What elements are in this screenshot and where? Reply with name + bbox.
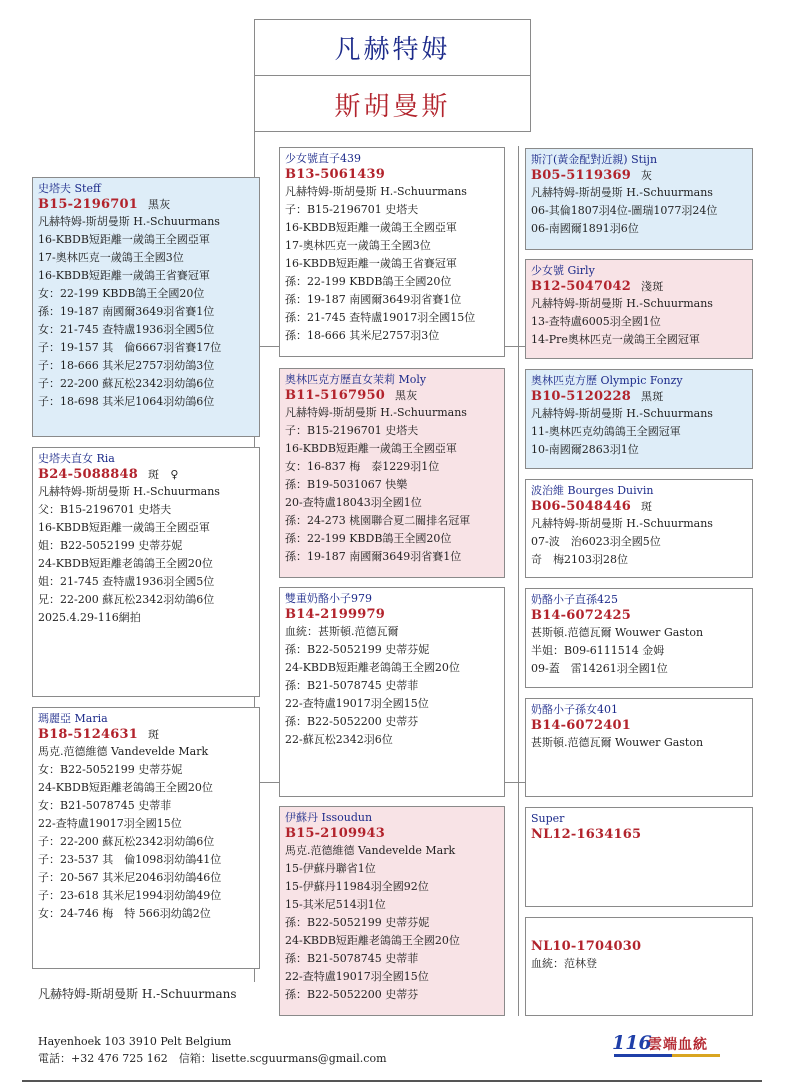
breeder-name-bottom: 斯胡曼斯: [334, 91, 451, 122]
record-line: 13-查特盧6005羽全國1位: [531, 315, 661, 328]
record-line: 16-KBDB短距離一歲鴿王全國亞軍: [285, 442, 457, 455]
record-line: 孫：19-187 南國爾3649羽省賽1位: [285, 293, 462, 306]
record-line: 14-Pre奧林匹克一歲鴿王全國冠軍: [531, 333, 700, 346]
owner-name: 凡赫特姆-斯胡曼斯 H.-Schuurmans: [38, 987, 237, 1001]
dam-card: [32, 707, 260, 969]
logo-number: 116: [612, 1032, 652, 1054]
record-line: 22-查特盧19017羽全國15位: [285, 970, 429, 983]
pigeon-name: 史塔夫 Steff: [38, 182, 101, 195]
record-line: 子：18-666 其米尼2757羽幼鴿3位: [38, 359, 215, 372]
pigeon-name: 少女號 Girly: [531, 264, 595, 277]
pigeon-name: 少女號直子439: [285, 152, 361, 165]
sire-sire-dam-card: [525, 259, 753, 359]
dam-dam-sire-card: [525, 807, 753, 907]
subject-card: [32, 447, 260, 697]
ring-number: B24-5088848: [38, 467, 138, 482]
record-line: 11-奧林匹克幼鴿鴿王全國冠軍: [531, 425, 681, 438]
record-line: 孫：B22-5052200 史蒂芬: [285, 988, 419, 1001]
record-line: 甚斯頓.范德瓦爾 Wouwer Gaston: [531, 626, 704, 639]
record-line: 孫：21-745 查特盧19017羽全國15位: [285, 311, 476, 324]
connector: [518, 146, 519, 1016]
record-line: 子：20-567 其米尼2046羽幼鴿46位: [38, 871, 222, 884]
pigeon-name: 奧林匹克方歷直女茉莉 Moly: [285, 373, 427, 386]
record-line: 凡赫特姆-斯胡曼斯 H.-Schuurmans: [285, 406, 467, 419]
sire-dam-dam-card: [525, 479, 753, 578]
contact-info: [38, 1033, 387, 1067]
record-line: 06-南國爾1891羽6位: [531, 222, 639, 235]
record-line: 凡赫特姆-斯胡曼斯 H.-Schuurmans: [531, 297, 713, 310]
record-line: 子：B15-2196701 史塔夫: [285, 424, 419, 437]
bottom-divider: [22, 1080, 762, 1082]
ring-number: B10-5120228: [531, 389, 631, 404]
record-line: 子：22-200 蘇瓦松2342羽幼鴿6位: [38, 835, 215, 848]
record-line: 24-KBDB短距離老鴿鴿王全國20位: [285, 661, 460, 674]
pigeon-color: 斑: [148, 728, 160, 741]
pigeon-name: 奶酪小子直孫425: [531, 593, 618, 606]
record-line: 子：23-537 其 倫1098羽幼鴿41位: [38, 853, 222, 866]
ring-number: B13-5061439: [285, 167, 385, 182]
pigeon-name: 奶酪小子孫女401: [531, 703, 618, 716]
record-line: 女：B22-5052199 史蒂芬妮: [38, 763, 183, 776]
pigeon-name: 波治維 Bourges Duivin: [531, 484, 654, 497]
sire-card: [32, 177, 260, 437]
record-line: 22-查特盧19017羽全國15位: [285, 697, 429, 710]
ring-number: B14-6072425: [531, 608, 631, 623]
connector: [505, 346, 525, 347]
record-line: 孫：B19-5031067 快樂: [285, 478, 408, 491]
pigeon-name: Super: [531, 812, 565, 825]
ring-number: B15-2109943: [285, 826, 385, 841]
record-line: 凡赫特姆-斯胡曼斯 H.-Schuurmans: [38, 215, 220, 228]
ring-number: B14-6072401: [531, 718, 631, 733]
sire-dam-sire-card: [525, 369, 753, 469]
record-line: 24-KBDB短距離老鴿鴿王全國20位: [285, 934, 460, 947]
record-line: 孫：B21-5078745 史蒂菲: [285, 952, 419, 965]
record-line: 子：18-698 其米尼1064羽幼鴿6位: [38, 395, 215, 408]
ring-number: B12-5047042: [531, 279, 631, 294]
record-line: 孫：19-187 南國爾3649羽省賽1位: [285, 550, 462, 563]
record-line: 孫：22-199 KBDB鴿王全國20位: [285, 275, 452, 288]
record-line: 女：21-745 查特盧1936羽全國5位: [38, 323, 215, 336]
title-box: [254, 19, 531, 132]
phone-email: 電話：+32 476 725 162 信箱：lisette.scguurmans@gmail.com: [38, 1052, 387, 1065]
record-line: 孫：22-199 KBDB鴿王全國20位: [285, 532, 452, 545]
logo-text: 雲端血統: [648, 1037, 708, 1053]
pigeon-color: 灰: [641, 169, 653, 182]
pigeon-name: 伊蘇丹 Issoudun: [285, 811, 373, 824]
ring-number: B18-5124631: [38, 727, 138, 742]
record-line: 16-KBDB短距離一歲鴿王全國亞軍: [285, 221, 457, 234]
record-line: 女：22-199 KBDB鴿王全國20位: [38, 287, 205, 300]
pigeon-name: 史塔夫直女 Ria: [38, 452, 115, 465]
record-line: 17-奧林匹克一歲鴿王全國3位: [38, 251, 184, 264]
ring-number: B11-5167950: [285, 388, 385, 403]
ring-number: B06-5048446: [531, 499, 631, 514]
record-line: 22-蘇瓦松2342羽6位: [285, 733, 393, 746]
record-line: 09-蓋 雷14261羽全國1位: [531, 662, 668, 675]
pigeon-color: 斑 ♀: [148, 468, 179, 481]
record-line: 甚斯頓.范德瓦爾 Wouwer Gaston: [531, 736, 704, 749]
record-line: 姐：21-745 查特盧1936羽全國5位: [38, 575, 215, 588]
record-line: 15-伊蘇丹聯省1位: [285, 862, 376, 875]
pigeon-color: 淺斑: [641, 280, 664, 293]
record-line: 15-其米尼514羽1位: [285, 898, 386, 911]
record-line: 奇 梅2103羽28位: [531, 553, 628, 566]
record-line: 子：19-157 其 倫6667羽省賽17位: [38, 341, 222, 354]
record-line: 父：B15-2196701 史塔夫: [38, 503, 172, 516]
connector: [505, 782, 525, 783]
record-line: 24-KBDB短距離老鴿鴿王全國20位: [38, 557, 213, 570]
record-line: 凡赫特姆-斯胡曼斯 H.-Schuurmans: [38, 485, 220, 498]
record-line: 子：22-200 蘇瓦松2342羽幼鴿6位: [38, 377, 215, 390]
record-line: 凡赫特姆-斯胡曼斯 H.-Schuurmans: [531, 407, 713, 420]
record-line: 血統：范林登: [531, 957, 597, 970]
record-line: 姐：B22-5052199 史蒂芬妮: [38, 539, 183, 552]
record-line: 子：B15-2196701 史塔夫: [285, 203, 419, 216]
record-line: 馬克.范德維德 Vandevelde Mark: [38, 745, 209, 758]
record-line: 兄：22-200 蘇瓦松2342羽幼鴿6位: [38, 593, 215, 606]
ring-number: B14-2199979: [285, 607, 385, 622]
record-line: 孫：18-666 其米尼2757羽3位: [285, 329, 440, 342]
logo-underline-accent: [672, 1054, 720, 1057]
record-line: 凡赫特姆-斯胡曼斯 H.-Schuurmans: [531, 517, 713, 530]
dam-dam-card: [279, 806, 505, 1016]
sire-sire-card: [279, 147, 505, 357]
sire-dam-card: [279, 368, 505, 578]
record-line: 16-KBDB短距離一歲鴿王全國亞軍: [38, 521, 210, 534]
record-line: 女：B21-5078745 史蒂菲: [38, 799, 172, 812]
dam-sire-dam-card: [525, 698, 753, 797]
record-line: 女：24-746 梅 特 566羽幼鴿2位: [38, 907, 211, 920]
pigeon-color: 斑: [641, 500, 653, 513]
ring-number: B05-5119369: [531, 168, 631, 183]
record-line: 孫：B21-5078745 史蒂菲: [285, 679, 419, 692]
record-line: 20-查特盧18043羽全國1位: [285, 496, 422, 509]
record-line: 孫：19-187 南國爾3649羽省賽1位: [38, 305, 215, 318]
ring-number: NL12-1634165: [531, 827, 642, 842]
pigeon-name: 雙重奶酪小子979: [285, 592, 372, 605]
record-line: 17-奧林匹克一歲鴿王全國3位: [285, 239, 431, 252]
record-line: 女：16-837 梅 泰1229羽1位: [285, 460, 440, 473]
pigeon-color: 黑灰: [148, 198, 171, 211]
record-line: 孫：B22-5052200 史蒂芬: [285, 715, 419, 728]
record-line: 10-南國爾2863羽1位: [531, 443, 639, 456]
site-logo: [612, 1030, 724, 1060]
record-line: 07-波 治6023羽全國5位: [531, 535, 661, 548]
record-line: 孫：B22-5052199 史蒂芬妮: [285, 643, 430, 656]
record-line: 凡赫特姆-斯胡曼斯 H.-Schuurmans: [531, 186, 713, 199]
record-line: 16-KBDB短距離一歲鴿王省賽冠軍: [285, 257, 457, 270]
ring-number: B15-2196701: [38, 197, 138, 212]
record-line: 子：23-618 其米尼1994羽幼鴿49位: [38, 889, 222, 902]
dam-sire-sire-card: [525, 588, 753, 688]
record-line: 孫：24-273 桃園聯合夏二關排名冠軍: [285, 514, 471, 527]
record-line: 16-KBDB短距離一歲鴿王省賽冠軍: [38, 269, 210, 282]
pigeon-name: 奧林匹克方歷 Olympic Fonzy: [531, 374, 683, 387]
dam-dam-dam-card: [525, 917, 753, 1016]
record-line: 半姐：B09-6111514 金姆: [531, 644, 665, 657]
ring-number: NL10-1704030: [531, 939, 642, 954]
address: Hayenhoek 103 3910 Pelt Belgium: [38, 1035, 232, 1048]
pigeon-name: 瑪麗亞 Maria: [38, 712, 108, 725]
record-line: 孫：B22-5052199 史蒂芬妮: [285, 916, 430, 929]
record-line: 2025.4.29-116網拍: [38, 611, 141, 624]
breeder-name-top: 凡赫特姆: [255, 20, 530, 76]
record-line: 24-KBDB短距離老鴿鴿王全國20位: [38, 781, 213, 794]
record-line: 馬克.范德維德 Vandevelde Mark: [285, 844, 456, 857]
record-line: 15-伊蘇丹11984羽全國92位: [285, 880, 429, 893]
record-line: 血統：甚斯頓.范德瓦爾: [285, 625, 399, 638]
record-line: 22-查特盧19017羽全國15位: [38, 817, 182, 830]
record-line: 16-KBDB短距離一歲鴿王全國亞軍: [38, 233, 210, 246]
dam-sire-card: [279, 587, 505, 797]
record-line: 凡赫特姆-斯胡曼斯 H.-Schuurmans: [285, 185, 467, 198]
sire-sire-sire-card: [525, 148, 753, 250]
pigeon-name: 斯汀(黃金配對近親) Stijn: [531, 153, 658, 166]
pigeon-color: 黑斑: [641, 390, 664, 403]
pigeon-color: 黑灰: [395, 389, 418, 402]
record-line: 06-其倫1807羽4位-圖瑞1077羽24位: [531, 204, 718, 217]
